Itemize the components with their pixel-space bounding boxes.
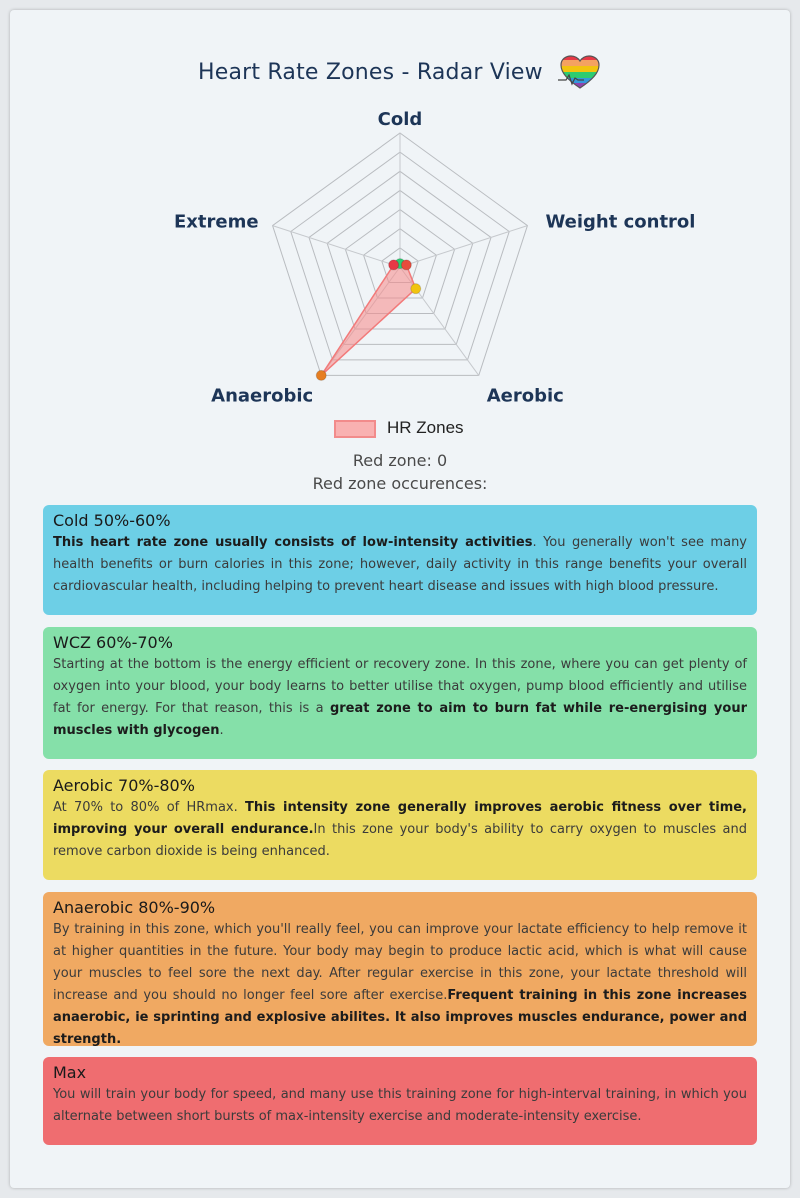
- red-zone-value: Red zone: 0: [352, 451, 448, 470]
- rainbow-heart-icon: [558, 54, 602, 92]
- radar-point-extreme: [389, 260, 399, 270]
- radar-spoke: [400, 226, 527, 267]
- legend-swatch: [334, 420, 376, 438]
- radar-point-anaerobic: [316, 370, 326, 380]
- main-card: [10, 10, 790, 1188]
- zone-card-wcz: [43, 627, 757, 759]
- axis-label-cold: Cold: [377, 109, 423, 130]
- radar-point-aerobic: [411, 284, 421, 294]
- zone-title-anaerobic: Anaerobic 80%-90%: [53, 898, 216, 917]
- zone-description-aerobic: At 70% to 80% of HRmax. This intensity zone generally improves aerobic fitness over time, improving your overall endurance.In this zone your body's ability to carry oxygen to muscles and remove carbon dioxide is being enhanced.: [53, 800, 747, 859]
- legend-label: HR Zones: [387, 418, 464, 437]
- page-title: Heart Rate Zones - Radar View: [198, 60, 543, 85]
- header: [10, 60, 790, 96]
- radar-chart: [10, 96, 790, 406]
- red-zone-occurrences: Red zone occurences:: [312, 474, 488, 493]
- zone-title-cold: Cold 50%-60%: [53, 511, 171, 530]
- zone-description-max: You will train your body for speed, and many use this training zone for high-interval training, in which you alternate between short bursts of max-intensity exercise and moderate-intensity exercise.: [53, 1087, 747, 1124]
- axis-label-anaerobic: Anaerobic: [211, 385, 314, 406]
- radar-grid: [273, 133, 528, 375]
- zone-card-cold: [43, 505, 757, 615]
- zone-title-aerobic: Aerobic 70%-80%: [53, 776, 195, 795]
- zone-card-max: [43, 1057, 757, 1145]
- zone-description-cold: This heart rate zone usually consists of low-intensity activities. You generally won't see many health benefits or burn calories in this zone; however, daily activity in this range benefits your overall cardiovascular health, including helping to prevent heart disease and issues with high blood pressure.: [53, 535, 747, 594]
- zone-card-aerobic: [43, 770, 757, 880]
- radar-point-weight-control: [401, 260, 411, 270]
- zone-card-anaerobic: [43, 892, 757, 1046]
- zone-description-anaerobic: By training in this zone, which you'll really feel, you can improve your lactate efficiency to help remove it at higher quantities in the future. Your body may begin to produce lactic acid, which is what will cause your muscles to feel sore the next day. After regular exercise in this zone, your lactate threshold will increase and you should no longer feel sore after exercise.Frequent training in this zone increases anaerobic, ie sprinting and explosive abilites. It also improves muscles endurance, power and strength.: [53, 922, 747, 1047]
- zone-title-max: Max: [53, 1063, 87, 1082]
- radar-spoke: [273, 226, 400, 267]
- radar-dataset: [316, 259, 421, 381]
- zone-description-wcz: Starting at the bottom is the energy efficient or recovery zone. In this zone, where you can get plenty of oxygen into your blood, your body learns to better utilise that oxygen, pump blood efficiently and utilise fat for energy. For that reason, this is a great zone to aim to burn fat while re-energising your muscles with glycogen.: [53, 657, 747, 738]
- axis-label-weight-control: Weight control: [545, 211, 696, 233]
- radar-axis-labels: [174, 109, 695, 406]
- axis-label-aerobic: Aerobic: [486, 385, 564, 406]
- axis-label-extreme: Extreme: [173, 211, 259, 233]
- zone-title-wcz: WCZ 60%-70%: [53, 633, 173, 652]
